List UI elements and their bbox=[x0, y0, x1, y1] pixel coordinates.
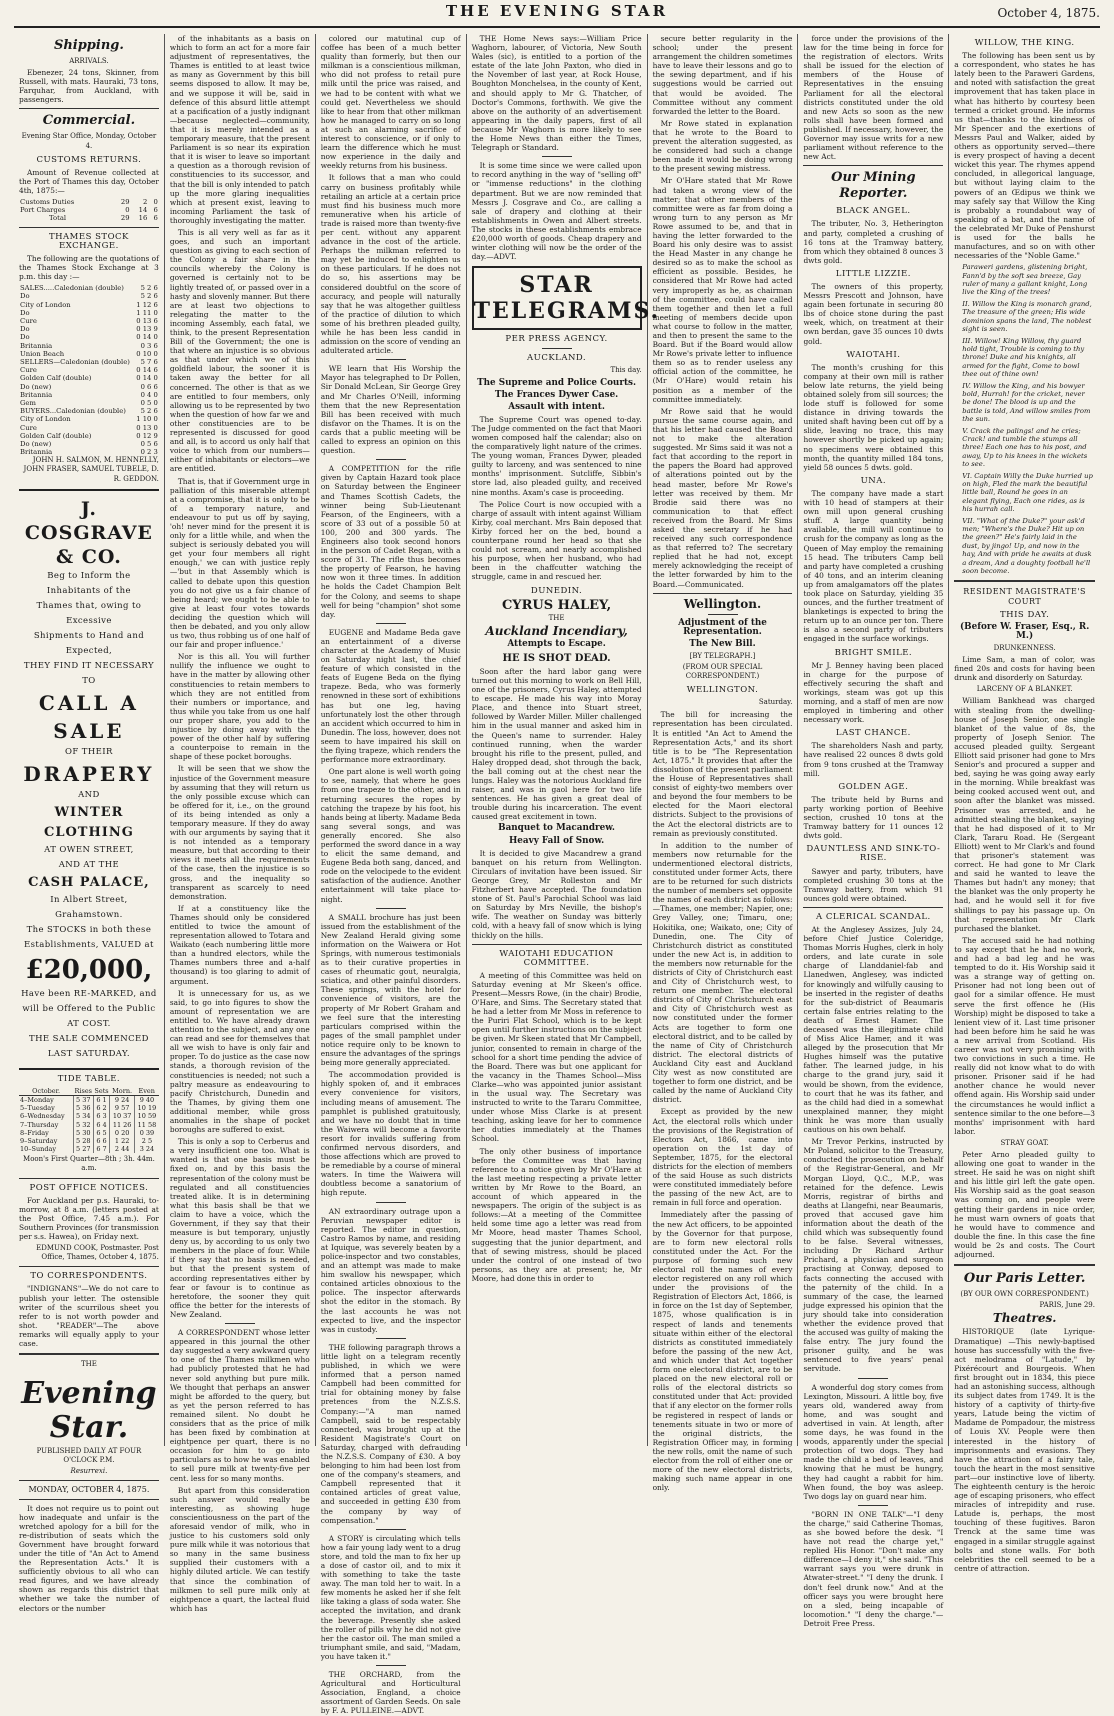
incendiary-heading: Auckland Incendiary, bbox=[485, 623, 628, 638]
table-row bbox=[19, 415, 159, 423]
stock-price: 0 5 0 bbox=[140, 398, 158, 407]
tide-cell: 9 57 bbox=[110, 1104, 135, 1112]
stock-name: City of London bbox=[20, 300, 71, 309]
special-correspondent: (FROM OUR SPECIAL CORRESPONDENT.) bbox=[682, 663, 763, 681]
tide-cell: 4–Monday bbox=[19, 1095, 73, 1104]
tide-cell: 6 4 bbox=[93, 1121, 109, 1129]
tide-cell: 2 5 bbox=[141, 1136, 153, 1145]
tide-cell: 6 5 bbox=[93, 1129, 109, 1137]
news-paragraph: THE ORCHARD, from the Agricultural and Horticultural Association, England, a choice assortment of Garden Seeds. On sale by F. A. PULLEINE.—ADVT. bbox=[320, 1670, 461, 1716]
tide-cell: 6 2 bbox=[93, 1104, 109, 1112]
tide-cell: 5–Tuesday bbox=[19, 1104, 73, 1112]
ad-line: Expected, bbox=[65, 645, 113, 656]
customs-intro: Amount of Revenue collected at the Port of Thames this day, October 4th, 1875:— bbox=[19, 167, 159, 195]
news-paragraph: A CORRESPONDENT whose letter appeared in this journal the other day suggested a very awkward query to one of the Thames milkmen who had publicly protested that he had never sold anything but pure milk. We thought that perhaps an answer might be afforded to the query, but as yet the person referred to has remained silent. No doubt he considers that as the price of milk has been fixed by combination at eightpence per quart, there is no occasion for him to go into particulars as to how he was enabled to sell pure milk at twenty-five per cent. less for so many months. bbox=[169, 1328, 310, 1483]
mining-reporter-heading: Our Mining Reporter. bbox=[831, 170, 916, 202]
news-paragraph: WE learn that His Worship the Mayor has telegraphed to Dr Pollen, Sir Donald McLean, Sir George Grey and Mr Charles O'Neill, informing them that the new Representation Bill has been received with much disfavor on the Thames. It is on the cards that a public meeting will be called to express an opinion on this question. bbox=[320, 364, 461, 456]
tide-cell: 1 22 bbox=[110, 1137, 135, 1145]
stock-table bbox=[19, 284, 159, 456]
news-paragraph: colored our matutinal cup of coffee has been of a much better quality than formerly, but then our milkman is a conscientious milkman, who did not profess to retail pure milk until the price was raised, and we had to be content with what we could get. Nevertheless we should like to hear from that other milkman how he managed to carry on so long at such an alarming sacrifice of interest to conscience, or if only to learn the difference which he must now experience in the daily and weekly returns from his business. bbox=[320, 34, 461, 171]
arrivals-text: Ebenezer, 24 tons, Skinner, from Russell, with mats. Hauraki, 73 tons, Farquhar, from Auckland, with passengers. bbox=[19, 68, 159, 105]
news-paragraph: The owners of this property, Messrs Prescott and Johnson, have again been fortunate in securing 80 lbs of choice stone during the past week, which, on treatment at their own berdan, gave 35 ounces 10 dwts gold. bbox=[803, 281, 944, 346]
per-press-agency: PER PRESS AGENCY. bbox=[505, 334, 608, 345]
poem-verse: II. Willow the King is monarch grand, The treasure of the green; His wide dominion spans the land, The noblest sight is seen. bbox=[962, 299, 1092, 334]
news-paragraph: THE Home News says:—William Price Waghorn, labourer, of Victoria, New South Wales (sic), is entitled to a portion of the estate of the late John Paxton, who died in the November of last year, at Rock House, Boughton Monchelsea, in the county of Kent, and should apply to Mr G. Thatcher, of Doctor's Commons, forthwith. We give the above on the authority of an advertisement appearing in the daily papers, first of all because Mr Waghorn is more likely to see the Home News than either the Times, Telegraph or Standard. bbox=[471, 34, 642, 153]
tide-cell: 10–Sunday bbox=[19, 1145, 73, 1153]
stock-price: 0 10 0 bbox=[136, 349, 158, 358]
paper-title: Evening Star. bbox=[21, 1376, 157, 1446]
table-row bbox=[19, 317, 159, 325]
assault-heading: Assault with intent. bbox=[508, 401, 605, 412]
table-row bbox=[19, 333, 159, 341]
news-paragraph: It is some time since we were called upon to record anything in the way of "selling off" or "immense reductions" in the clothing department. But we are now reminded that Messrs J. Cosgrave and Co., are calling a sale of drapery and clothing at their establishments in Owen and Albert streets. The stocks in these establishments embrace £20,000 worth of goods. Cheap drapery and winter clothing will now be the order of the day.—ADVT. bbox=[471, 161, 642, 262]
tide-cell: 5 36 bbox=[73, 1104, 93, 1112]
commercial-heading: Commercial. bbox=[42, 113, 136, 129]
news-paragraph: Mr Rowe stated in explanation that he wrote to the Board to prevent the alteration suggested, as he considered had such a change been made it would be doing wrong to the present sewing mistress. bbox=[652, 118, 793, 174]
news-paragraph: Peter Arno pleaded guilty to allowing one goat to wander in the street. He said he was on night shift and his little girl left the gate open. His Worship said as the goat season was coming on, and people were getting their gardens in nice order, he must warn owners of goats that he would have to commence and double the fine. In this case the fine would be 2s and costs. The Court adjourned. bbox=[954, 1150, 1095, 1260]
news-paragraph: The company have made a start with 10 head of stampers at their own mill upon general crushing stuff. A large quantity being available, the mill will continue to crush for the company as long as the Queen of May employ the remaining 15 head. The tributers Camp bell and party have completed a crushing of 40 tons, and an interim cleaning up from amalgamators off the plates took place on Saturday, yielding 35 ounces, and the further treatment of blanketings is expected to bring the return up to an ounce per ton. There is also a second party of tributers engaged in the surface workings. bbox=[803, 488, 944, 644]
tide-row bbox=[19, 1112, 159, 1120]
table-row: Total 29 16 6 bbox=[49, 214, 158, 223]
news-paragraph: Mr Trevor Perkins, instructed by Mr Poland, solicitor to the Treasury, conducted the prosecution on behalf of the Registrar-General, and Mr Morgan Lloyd, Q.C., M.P., was retained for the defence. Lewis Morris, registrar of births and deaths at Llangefni, near Beaumaris, proved that accused gave him information about the death of the child which was subsequently found to be false. Several witnesses, including Dr Richard Arthur Prichard, a physician and surgeon practising at Conway, deposed to facts connecting the accused with the paternity of the child. In a summary of the case, the learned judge expressed his opinion that the jury should take into consideration whether the evidence proved that the accused was guilty of making the false entry. The jury found the prisoner guilty, and he was sentenced to five years' penal servitude. bbox=[803, 1137, 944, 1374]
tide-cell: 6 1 bbox=[93, 1095, 109, 1104]
ad-line: THEY FIND IT NECESSARY TO bbox=[23, 660, 154, 686]
motto: Resurrexi. bbox=[70, 1467, 108, 1476]
ad-line: THE SALE COMMENCED LAST SATURDAY. bbox=[29, 1033, 149, 1059]
news-paragraph: AN extraordinary outrage upon a Peruvian newspaper editor is reported. The editor in question, Castro Ramos by name, and residing at Iquique, was severely beaten by a police-inspector and two constables, and an attempt was made to make him swallow his newspaper, which contained articles obnoxious to the police. The inspector afterwards shot the editor in the stomach. By the last accounts he was not expected to live, and the inspector was in custody. bbox=[320, 1206, 461, 1334]
column-1 bbox=[14, 34, 165, 1613]
table-row bbox=[19, 432, 159, 440]
stock-price: 5 7 6 bbox=[140, 357, 158, 366]
table-row bbox=[19, 325, 159, 333]
newspaper-header-title: THE EVENING STAR bbox=[445, 2, 669, 20]
stock-name: Do (new) bbox=[20, 382, 52, 391]
tide-row bbox=[19, 1129, 159, 1137]
escape-heading: Attempts to Escape. bbox=[507, 638, 606, 649]
stock-price: 0 6 6 bbox=[140, 382, 158, 391]
stock-name: SALES.....Caledonian (double) bbox=[20, 284, 124, 293]
tide-row bbox=[19, 1145, 159, 1153]
tide-cell: 10 19 bbox=[137, 1104, 157, 1113]
stock-name: Gem bbox=[20, 398, 36, 407]
tide-cell: 5 34 bbox=[73, 1112, 93, 1120]
table-row: Port Charges 0 14 6 bbox=[20, 206, 158, 215]
tide-cell: 3 24 bbox=[139, 1145, 155, 1154]
news-paragraph: The shareholders Nash and party, have realised 22 ounces 8 dwts gold from 9 tons crushed at the Tramway mill. bbox=[803, 741, 944, 778]
news-paragraph: "BORN IN ONE TALK"—"I deny the charge," said Catherine Thomas, as she bowed before the desk. "I have not read the charge yet," replied His Honor. "Don't make any difference—I deny it," she said. "This warrant says you were drunk in Atwater-street." "I deny the drunk. I don't feel drunk now." And at the officer says you were brought here on a sled, being incapable of locomotion." "I deny the charge."—Detroit Free Press. bbox=[803, 1509, 944, 1628]
waiotahi-committee-heading: WAIOTAHI EDUCATION COMMITTEE. bbox=[499, 948, 614, 968]
table-row bbox=[19, 292, 159, 300]
editorial-paragraph: of the inhabitants as a basis on which to form an act for a more fair adjustment of representatives, the Thames is entitled to at least twice as many as Government by this bill seems disposed to allow. It may be, and we suppose it will be, said in defence of this absurd little attempt at a pacification of a justly indignant—because neglected—community, that it is merely intended as a temporary measure, that the present Parliament is so near its expiration that it is wiser to leave so important a question as a thorough revision of constituencies to its successor, and that the bill is only intended to patch up the more glaring inequalities which at present exist, leaving to incoming Parliament the task of thoroughly investigating the matter. bbox=[169, 34, 310, 225]
news-paragraph: Sawyer and party, tributers, have completed crushing 30 tons at the Tramway battery, from which 91 ounces gold were obtained. bbox=[803, 866, 944, 903]
tide-cell: 6 3 bbox=[93, 1112, 109, 1120]
table-row bbox=[19, 342, 159, 350]
editorial-text: It does not require us to point out how inadequate and unfair is the wretched apology for a bill for the re-distribution of seats which the Government have brought forward under the title of "An Act to Amend the Representation Acts." It is sufficiently obvious to all who can read figures, and we have already shown as regards this district that whether we take the number of electors or the number bbox=[19, 1503, 159, 1613]
news-paragraph: William Bankhead was charged with stealing from the dwelling-house of Joseph Senior, one single blanket of the value of 8s, the property of Joseph Senior. The accused pleaded guilty. Sergeant Elliott said prisoner had gone to Mrs Senior's and procured a supper and bed, saying he was going away early in the morning. While breakfast was being cooked accused went out, and soon after the blanket was missed. Prisoner was arrested, and he admitted stealing the blanket, saying that he had disposed of it to Mr Clark, Tararu Road. He (Sergeant Elliott) went to Mr Clark's and found that prisoner's statement was correct. He had gone to Mr Clark and said he wanted to leave the Thames but hadn't any money; that the blanket was the only property he had, and he would sell it for five shillings to pay his passage up. On that representation Mr Clark purchased the blanket. bbox=[954, 696, 1095, 933]
mine-heading: LITTLE LIZZIE. bbox=[835, 268, 911, 279]
adjustment-heading: Adjustment of the Representation. bbox=[678, 617, 767, 637]
stock-price: 0 4 0 bbox=[140, 390, 158, 399]
rm-this-day: THIS DAY. bbox=[999, 609, 1050, 620]
table-row bbox=[19, 391, 159, 399]
news-paragraph: The Supreme Court was opened to-day. The Judge commented on the fact that Maori women composed half the calendar; also on the comparatively light nature of the crimes. The young woman, Frances Dywer, pleaded guilty to larceny, and was sentenced to nine months' imprisonment. Sutcliffe, Sibbin's store lad, also pleaded guilty, and received nine months. Axam's case is proceeding. bbox=[471, 414, 642, 497]
ad-line: AND AT THE bbox=[58, 859, 120, 870]
stock-name: Do (new) bbox=[20, 439, 52, 448]
stock-name: Britannia bbox=[20, 390, 53, 399]
tide-cell: 10 37 bbox=[110, 1112, 135, 1120]
news-paragraph: The only other business of importance before the Committee was that having reference to a notice given by Mr O'Hare at the last meeting respecting a private letter written by Mr Rowe to the Board, an account of which appeared in the newspapers. The origin of the subject is as follows:—At a meeting of the Committee held some time ago a letter was read from Mr Moore, head master Thames School, suggesting that the junior department, and that of sewing mistress, should be placed under the control of one instead of two persons, as they are at present; he, Mr Moore, had done this in order to bbox=[471, 1146, 642, 1283]
news-paragraph: THE following paragraph throws a little light on a telegram recently published, in which we were informed that a person named Campbell had been committed for trial for obtaining money by false pretences from the N.Z.S.S. Company:—"A man named Campbell, said to be respectably connected, was brought up at the Resident Magistrate's Court on Saturday, charged with defrauding the N.Z.S.S. Company of £30. A boy belonging to him had been lost from one of the company's steamers, and Campbell represented that it contained articles of great value, and succeeded in getting £30 from the company by way of compensation." bbox=[320, 1342, 461, 1525]
correspondents-text: "INDIGNANS"—We do not care to publish your letter. The ostensible writer of the scurrilous sheet you refer to is not worth powder and shot. "READER"—The above remarks will equally apply to your case. bbox=[19, 1284, 159, 1348]
shot-dead-heading: HE IS SHOT DEAD. bbox=[502, 652, 611, 664]
news-paragraph: Mr Rowe said that he would pursue the same course again, and that his letter had caused the Board not to make the alteration suggested. Mr Sims said it was not a fact that according to the report in the papers the Board had approved of alterations pointed out by the head master, before Mr Rowe's letter was received by them. Mr Brodie said there was no communication to that effect received from the Board. Mr Sims asked the secretary if he had received any such correspondence as that referred to? The secretary replied that he had not, except merely acknowledging the receipt of the letter forwarded by him to the Board.—Communicated. bbox=[652, 406, 793, 589]
tide-cell: 9 24 bbox=[110, 1095, 135, 1104]
tide-row bbox=[19, 1104, 159, 1112]
tide-cell: 0 39 bbox=[139, 1128, 155, 1137]
news-paragraph: The bill for increasing the representation has been circulated. It is entitled "An Act to Amend the Representation Acts," and its short title is to be "The Representation Act, 1875." It provides that after the dissolution of the present parliament the House of Representatives shall consist of eighty-two members over and beyond the four members to be elected for the Maori electoral districts. Subject to the provisions of the Act the electoral districts are to remain as previously constituted. bbox=[652, 710, 793, 838]
wellington-caps: WELLINGTON. bbox=[686, 685, 759, 696]
stock-name: Cure bbox=[20, 366, 37, 375]
theatres-heading: Theatres. bbox=[992, 1311, 1057, 1326]
stock-exchange-heading: THAMES STOCK EXCHANGE. bbox=[48, 231, 129, 251]
editorial-paragraph: This is all very well as far as it goes, and such an important question as giving to each section of the Colony a fair share in the councils whereby the Colony is governed is certainly not to be lightly treated of, or passed over in a hasty and slovenly manner. But there are at least two objections to relegating the matter to the incoming Assembly, each fatal, we think, to the present Representation Bill of the Government; the one is that where an injustice is so obvious as that under which we of this goldfield labour, the sooner it is taken away the better for all concerned. The other is that as we are entitled to four members, only allowing us to be represented by two when the question of how far we and other constituencies are to be represented is discussed for good and all, is to accord us only half that voice to which from our numbers—either of inhabitants or electors—we are entitled. bbox=[169, 227, 310, 474]
table-row bbox=[19, 358, 159, 366]
paper-the: THE bbox=[80, 1360, 97, 1369]
news-paragraph: In addition to the number of members now returnable for the undermentioned electoral districts, constituted under former Acts, there are to be returned for such districts the number of members set opposite the names of each district as follows:—Thames, one member; Napier, one; Grey Valley, one; Timaru, one; Hokitika, one; Waikato, one; City of Dunedin, one. The City of Christchurch district as constituted under the new Act is, in addition to the members now returnable for the districts of City of Christchurch east and City of Christchurch west, to return one member. The electoral districts of City of Christchurch east and City of Christchurch west as now constituted under the former Acts are together to form one electoral district, and to be called by the name of City of Christchurch district. The electoral districts of Auckland City east and Auckland City west as now constituted are together to form one district, and be called by the name of Auckland City district. bbox=[652, 840, 793, 1105]
tide-table bbox=[19, 1087, 159, 1154]
auckland-heading: AUCKLAND. bbox=[527, 353, 587, 364]
stock-name: Do bbox=[20, 325, 30, 334]
table-row bbox=[19, 301, 159, 309]
ad-call-a-sale: CALL A SALE bbox=[38, 690, 139, 743]
published-line: PUBLISHED DAILY AT FOUR O'CLOCK P.M. bbox=[36, 1447, 142, 1465]
drunkenness-heading: DRUNKENNESS. bbox=[993, 643, 1056, 652]
news-paragraph: Mr O'Hare stated that Mr Rowe had taken a wrong view of the matter; that other members of the committee were as far from doing a wrong turn to any person as Mr Rowe assumed to be, and that in having the letter forwarded to the Board his only desire was to assist the Head Master in any change he desired so as to make the school as efficient as possible. Besides, he considered that Mr Rowe had acted very improperly as he, as chairman of the committee, could have called them together and then let a full meeting of members decide upon what course to follow in the matter, and then to present the same to the Board. But if the Board would allow Mr Rowe's private letter to influence them so as to render useless any official action of the committee, he (Mr O'Hare) would retain his position as a member of the committee immediately. bbox=[652, 176, 793, 404]
news-paragraph: Immediately after the passing of the new Act officers, to be appointed by the Governor for that purpose, are to form new electoral rolls constituted under the Act. For the purpose of forming such new electoral roll the names of every elector registered on any roll which under the provisions of the Registration of Electors Act, 1866, is in force on the 1st day of September, 1875, whose qualification is in respect of lands and tenements situate within either of the electoral districts as constituted immediately before the passing of the new Act, and which under that Act together form one electoral district, are to be placed on the new electoral roll or rolls of the electoral districts so constituted under that Act: provided that if any elector on the former rolls be registered in respect of lands or tenements situate in two or more of the original districts, the Registration Officer may, in forming the new rolls, omit the name of such elector from the roll of either one or more of the new electoral districts, making such name appear in one only. bbox=[652, 1210, 793, 1493]
editorial-paragraph: Nor is this all. You will further nullify the influence we ought to have in the matter by allowing other constituencies to retain members to which they are not entitled from their numbers or importance, and thus while you take from us one half our proper share, you add to the injustice by doing away with the power of the other half by suffering a counterpoise to remain in the shape of these pocket boroughs. bbox=[169, 652, 310, 762]
stock-price: 5 2 6 bbox=[140, 284, 158, 293]
tide-cell: 6–Wednesday bbox=[19, 1112, 73, 1120]
ad-firm-name: J. COSGRAVE & CO. bbox=[24, 497, 153, 568]
star-telegrams-heading: STAR TELEGRAMS. bbox=[472, 266, 642, 330]
table-row: Customs Duties 29 2 0 bbox=[20, 198, 158, 207]
ad-line: Have been RE-MARKED, and will be Offered to the Public bbox=[21, 988, 157, 1014]
poem-verse: IV. Willow the King, and his bowyer bold, Hurrah! for the cricket, never be done! The blood is up and the battle is told, And willow smiles from the sun. bbox=[962, 381, 1091, 424]
news-paragraph: A SMALL brochure has just been issued from the establishment of the New Zealand Herald giving some information on the Waiwera or Hot Springs, with numerous testimonials as to their curative properties in cases of rheumatic gout, neuralgia, sciatica, and other painful disorders. These springs, with the hotel for convenience of visitors, are the property of Mr Robert Graham and we feel sure that the interesting particulars comprised within the pages of the small pamphlet under notice require only to be known to ensure the advantages of the springs being more generally appreciated. bbox=[320, 912, 461, 1068]
news-paragraph: One part alone is well worth going to see, namely, that where he goes from one trapeze to the other, and in returning secures the ropes by catching the trapeze by his foot, his hands being at liberty. Madame Beda sang several songs, and was generally encored. She also performed the sword dance in a way to elicit the same demand, and Eugene Beda both sang, danced, and rode on the velocipede to the evident satisfaction of the audience. Another entertainment will take place to-night. bbox=[320, 767, 461, 904]
stock-name: SELLERS—Caledonian (double) bbox=[20, 357, 130, 366]
tide-table-heading: TIDE TABLE. bbox=[57, 1073, 121, 1084]
stock-price: 0 14 0 bbox=[136, 333, 158, 342]
news-paragraph: The Police Court is now occupied with a charge of assault with intent against William Kirby, coal merchant. Mrs Bain deposed that Kirby forced her on the bed, bound a counterpane round her head so that she could not scream, and nearly accomplished his purpose, when her husband, who had been in the chaffcutter watching the struggle, came in and rescued her. bbox=[471, 499, 642, 582]
stock-price: 0 14 6 bbox=[136, 366, 158, 375]
tide-cell: 7–Thursday bbox=[19, 1121, 73, 1129]
tide-cell: 9 40 bbox=[139, 1095, 155, 1104]
tide-cell: 6 7 bbox=[93, 1145, 109, 1153]
stock-name: BUYERS...Caledonian (double) bbox=[20, 407, 126, 416]
stock-price: 0 14 0 bbox=[136, 374, 158, 383]
tide-row bbox=[19, 1095, 159, 1104]
editorial-paragraph: This is only a sop to Cerberus and a very insufficient one too. What is wanted is that one basis must be fixed on, and by this basis the representation of the colony must be regulated and all constituencies treated alike. It is in determining what this basis shall be that we claim to have a voice, which the Government, if they say that their measure is but temporary, unjustly deny us, by according to us only two members in the place of four. While if they say that no basis is needed, but that the present system of according representatives either by fear or favour is to continue as heretofore, the sooner they quit office the better for the interests of New Zealand. bbox=[169, 1137, 310, 1319]
news-paragraph: A meeting of this Committee was held on Saturday evening at Mr Skeen's office. Present—Messrs Rowe, (in the chair) Brodie, O'Hare, and Sims. The Secretary stated that he had a letter from Mr Moss in reference to the Puriri Flat School, which is to be kept open until further instructions on the subject be given. Mr Skeen stated that Mr Campbell, junior, consented to remain in charge of the school for a short time pending the advice of the Board. There was but one applicant for the vacancy in the Thames School—Miss Clarke—who was appointed junior assistant in the usual way. The Secretary was instructed to write to the Tararu Committee, under whose Miss Clarke is at present teaching, asking leave for her to commence her duties immediately at the Thames School. bbox=[471, 970, 642, 1144]
ad-amount: £20,000, bbox=[25, 954, 153, 985]
table-row bbox=[19, 424, 159, 432]
mine-heading: BLACK ANGEL. bbox=[836, 206, 911, 217]
tide-cell: 2 44 bbox=[110, 1145, 135, 1153]
poem-verse: V. Crack the palings! and he cries; Crack! and tumble the stumps all three! Each one has to his post, and away, Up to his knees in the wickets to see. bbox=[962, 426, 1088, 469]
stock-name: Cure bbox=[20, 316, 37, 325]
news-paragraph: The following has been sent us by a correspondent, who states he has lately been to the Paraweri Gardens, and noted with satisfaction the great improvement that has taken place in what has hitherto by courtesy been termed a cricket ground. He informs us that—thanks to the kindness of Mr Spencer and the exertions of Messrs Paul and Walker, aided by others as opportunity served—there is every prospect of having a decent wicket this year. The rhymes append concluded, in allegorical language, but without laying claim to the powers of an Œdipus we think we may safely say that Willow the King is probably a roundabout way of speaking of a bat, and the name of the celebrated Mr Duke of Penshurst is used for the balls he manufactures, and so on with other necessaries of the "Noble Game." bbox=[954, 51, 1095, 261]
stock-price: 0 5 6 bbox=[140, 439, 158, 448]
news-paragraph: It follows that a man who could carry on business profitably while retailing an article at a certain price must find his business much more remunerative when his article of trade is raised more than twenty-five per cent. without any apparent advance in the cost of the article. Perhaps the milkman referred to may yet be induced to enlighten us on these particulars. If he does not do so, his assertions may be considered doubtful on the score of accuracy, and people will naturally say that he was altogether guiltless of the practice of dilution to which some of his brethren pleaded guilty, while he has been less candid in admission on the score of vending an adulterated article. bbox=[320, 173, 461, 356]
stock-signatories: JOHN H. SALMON, M. HENNELLY, JOHN FRASER, SAMUEL TUBELE, D. R. GEDDON. bbox=[23, 456, 159, 483]
stock-name: Do bbox=[20, 333, 30, 342]
news-paragraph: Mr J. Benney having been placed in charge for the purpose of effectively securing the shaft and workings, steam was got up this morning, and a staff of men are now employed in timbering and other necessary work. bbox=[803, 660, 944, 725]
clerical-scandal-heading: A CLERICAL SCANDAL. bbox=[816, 911, 931, 922]
table-row bbox=[19, 284, 159, 292]
stock-price: 5 2 6 bbox=[140, 407, 158, 416]
column-5 bbox=[648, 34, 799, 1493]
news-paragraph: EUGENE and Madame Beda gave an entertainment of a diverse character at the Academy of Music on Saturday night last, the chief feature of which consisted in the feats of Eugene Beda on the flying trapeze. Beda, who was formerly renowned in these sort of exhibitions has but one leg, having unfortunately lost the other through an accident which occurred to him in Dunedin. The loss, however, does not seem to have impaired his skill on the flying trapeze, which renders the performance more extraordinary. bbox=[320, 627, 461, 765]
column-6 bbox=[798, 34, 949, 1628]
column-4 bbox=[467, 34, 661, 1446]
stock-price: 0 13 6 bbox=[136, 316, 158, 325]
ad-cash-palace: CASH PALACE, bbox=[28, 874, 150, 890]
stock-price: 0 3 6 bbox=[140, 341, 158, 350]
stock-intro: The following are the quotations of the Thames Stock Exchange at 3 p.m. this day :— bbox=[19, 253, 159, 282]
paris-letter-heading: Our Paris Letter. bbox=[963, 1271, 1086, 1287]
stock-price: 0 12 9 bbox=[136, 431, 158, 440]
ad-drapery: DRAPERY bbox=[23, 761, 155, 786]
mine-heading: GOLDEN AGE. bbox=[838, 781, 909, 792]
stock-name: Cure bbox=[20, 423, 37, 432]
table-row bbox=[19, 440, 159, 448]
newspaper-page bbox=[14, 34, 1100, 1716]
issue-date: MONDAY, OCTOBER 4, 1875. bbox=[28, 1485, 150, 1495]
shipping-heading: Shipping. bbox=[53, 38, 124, 53]
paris-own-corr: (BY OUR OWN CORRESPONDENT.) bbox=[960, 1290, 1089, 1299]
masthead bbox=[14, 4, 1100, 28]
tide-cell: 5 28 bbox=[73, 1137, 93, 1145]
moon-phase: Moon's First Quarter—8th ; 3h. 44m. a.m. bbox=[23, 1155, 155, 1173]
stock-name: Britannia bbox=[20, 341, 53, 350]
news-paragraph: HISTORIQUE (late Lyrique-Dramatique) —This newly-baptised house has successfully with the five-act melodrama of "Latude," by Pixérécourt and Bourgeois. When first brought out in 1834, this piece had an astonishing success, although its subject dates from 1749. It is the history of a captivity of thirty-five years, Latude being the victim of Madame de Pompadour, the mistress of Louis XV. People were then interested in the history of imprisonments and evasions. They have the attraction of a fairy tale, touch the heart in the most sensitive part—our instinctive love of liberty. The eighteenth century is the heroic age of escaping prisoners, who effect miracles of intrepidity and ruse. Latude is, perhaps, the most touching of these fugitives. Baron Trenck at the same time was engaged in a similar struggle against bolts and stone walls. For both celebrities the cell seemed to be a centre of attraction. bbox=[954, 1327, 1095, 1573]
arrivals-label: ARRIVALS. bbox=[69, 57, 109, 65]
customs-table bbox=[19, 198, 159, 223]
ad-line: AT COST. bbox=[67, 1018, 111, 1029]
tide-cell: 5 32 bbox=[73, 1121, 93, 1129]
news-paragraph: The tributer, No. 3, Hetherington and party, completed a crushing of 16 tons at the Tramway battery, from which they obtained 8 ounces 3 dwts gold. bbox=[803, 219, 944, 265]
ad-line: Beg to Inform the Inhabitants of the bbox=[46, 570, 131, 596]
new-bill-heading: The New Bill. bbox=[689, 638, 756, 649]
mine-heading: UNA. bbox=[860, 475, 887, 486]
table-row bbox=[19, 374, 159, 382]
saturday: Saturday. bbox=[758, 698, 793, 707]
stock-price: 1 10 0 bbox=[136, 415, 158, 424]
news-paragraph: The month's crushing for this company at their own mill is rather below late returns, the yield being obtained solely from sill sources; the lode stuff is followed for some distance in driving towards the united shaft having been cut off by a slide, leaving no trace, this may however shortly be picked up again; no specimens were obtained this month, the quantity milled 184 tons, yield 58 ounces 5 dwts. gold. bbox=[803, 362, 944, 472]
tide-cell: 5 27 bbox=[73, 1145, 93, 1153]
ad-line: AT OWEN STREET, bbox=[44, 844, 134, 855]
news-paragraph: The accused said he had nothing to say except that he had no work, and had a bad leg and he was tempted to do it. His Worship said it was a strange way of getting on. Prisoner had not long been out of gaol for a similar offence. He must serve the first offence he (His Worship) might be disposed to take a lenient view of it. Last time prisoner had been before him he said he was a new arrival from Scotland. His career was not very promising with two convictions in such a time. He really did not know what to do with prisoner. Prisoner said if he had another chance he would never offend again. His Worship said under the circumstances he would inflict a sentence similar to the one before—3 months' imprisonment with hard labor. bbox=[954, 935, 1095, 1136]
stock-price: 5 2 6 bbox=[140, 292, 158, 301]
news-paragraph: But apart from this consideration such answer would really be interesting, as showing huge conscientiousness on the part of the aforesaid vendor of milk, who in justice to his customers sold only pure milk while it was notorious that so many in the same business supplied their customers with a highly diluted article. We can testify that since the combination of milkmen to sell pure milk only at eightpence a quart, the lacteal fluid which has bbox=[169, 1485, 310, 1613]
stock-name: Union Beach bbox=[20, 349, 65, 358]
paris-date: PARIS, June 29. bbox=[1039, 1301, 1095, 1310]
tide-cell: 5 37 bbox=[73, 1095, 93, 1104]
news-paragraph: The tribute held by Burns and party working portion of Beehive section, crushed 10 tons at the Tramway battery for 11 ounces 12 dwts gold. bbox=[803, 794, 944, 841]
tide-cell: 6 6 bbox=[93, 1137, 109, 1145]
ad-winter-clothing: WINTER CLOTHING bbox=[44, 804, 134, 840]
poem-verse: VI. Captain Willy the Duke hurried up on high, Fled the mark the beautiful little ball, Round he goes in an elegant flying, Each one rides, as is his hurrah call. bbox=[962, 471, 1093, 514]
table-row bbox=[19, 407, 159, 415]
tide-cell: 5 30 bbox=[73, 1129, 93, 1137]
header-date: October 4, 1875. bbox=[997, 6, 1100, 20]
editorial-paragraph: That is, that if Government urge in palliation of this miserable attempt at a compromise, that it is only to be of a temporary nature, and endeavour to put us off by saying, 'oh! never mind for the present it is only for a little while, and when the subject is seriously debated you will get your four members all right enough,' we can with justice reply—'but in that Assembly which is called to debate upon this question you do not give us a fair chance of being heard; we ought to be able to give at least four votes towards deciding the question which will then be debated, and you only allow us two, thus robbing us of one half of our fair and proper influence.' bbox=[169, 476, 310, 650]
stock-price: 1 12 6 bbox=[136, 300, 158, 309]
mine-heading: BRIGHT SMILE. bbox=[834, 647, 913, 658]
banquet-heading: Banquet to Macandrew. bbox=[498, 823, 615, 834]
ad-line: The STOCKS in both these Establishments, VALUED at bbox=[24, 924, 154, 950]
news-paragraph: A STORY is circulating which tells how a fair young lady went to a drug store, and told the man to fix her up a dose of castor oil, and to mix it with something to take the taste away. The man told her to wait. In a few moments he asked her if she felt like taking a glass of soda water. She accepted the invitation, and drank the beverage. Presently she asked the roller of pills why he did not give her the castor oil. The man smiled a triumphant smile, and said, "Madam, you have taken it." bbox=[320, 1533, 461, 1661]
tide-row bbox=[19, 1137, 159, 1145]
mine-heading: LAST CHANCE. bbox=[835, 728, 911, 739]
ad-line: Thames that, owing to Excessive bbox=[36, 600, 142, 626]
post-office-signature: EDMUND COOK, Postmaster. Post Office, Thames, October 4, 1875. bbox=[36, 1244, 159, 1262]
column-7 bbox=[949, 34, 1100, 1573]
stock-price: 1 11 0 bbox=[136, 308, 158, 317]
news-paragraph: Lime Sam, a man of color, was fined 20s and costs for having been drunk and disorderly on Saturday. bbox=[954, 655, 1095, 683]
stock-price: 0 13 9 bbox=[136, 325, 158, 334]
customs-heading: CUSTOMS RETURNS. bbox=[36, 154, 142, 165]
mine-heading: WAIOTAHI. bbox=[846, 349, 901, 360]
news-paragraph: The accommodation provided is highly spoken of, and it embraces every convenience for visitors, including means of amusement. The pamphlet is published gratuitously, and we have no doubt that in time the Waiwera will become a favorite resort for invalids suffering from confirmed nervous disorders, and those affections which are proved to be remediable by a course of mineral waters. In time the Waiwera will doubtless become a sanatorium of high repute. bbox=[320, 1070, 461, 1198]
table-row bbox=[19, 350, 159, 358]
court-heading: The Supreme and Police Courts. bbox=[477, 377, 637, 388]
the-label: THE bbox=[548, 613, 565, 622]
poem-verse: VII. "What of the Duke?" your ask'd men; "Where's the Duke? Hit up on the green?" He's fairly laid in the dust, by jingo! Up, and now in the hay, And with pride he awaits at dusk a dream, And a doughty football he'll soon become. bbox=[962, 516, 1092, 576]
tide-cell: 11 58 bbox=[137, 1120, 157, 1129]
poem-verse: III. Willow! King Willow, thy guard hold tight, Trouble is coming to thy throne! Duke and his knights, all armed for the fight, Come to bowl thee out of thine own! bbox=[962, 336, 1085, 379]
tide-cell: 8–Friday bbox=[19, 1129, 73, 1137]
news-paragraph: It is decided to give Macandrew a grand banquet on his return from Wellington. Circulars of invitation have been issued. Sir George Grey, Mr Rolleston and Mr Fitzherbert have accepted. The foundation stone of St. Paul's Parochial School was laid on Saturday by Mrs Neville, the bishop's wife. The weather on Sunday was bitterly cold, with a heavy fall of snow which is lying thickly on the hills. bbox=[471, 848, 642, 940]
news-paragraph: A wonderful dog story comes from Lexington, Missouri. A little boy, five years old, wandered away from home, and was sought and advertised in vain. At length, after some days, he was found in the woods, apparently under the special protection of two dogs. They had made the child a bed of leaves, and knowing that he must be hungry, they had caught a rabbit for him. When found, the boy was asleep. Two dogs lay on guard near him. bbox=[803, 1382, 944, 1501]
correspondents-heading: TO CORRESPONDENTS. bbox=[30, 1271, 148, 1282]
wellington-heading: Wellington. bbox=[683, 596, 762, 611]
ad-line: Shipments to Hand and bbox=[33, 630, 145, 641]
willow-heading: WILLOW, THE KING. bbox=[974, 38, 1075, 48]
table-row bbox=[19, 448, 159, 456]
news-paragraph: Except as provided by the new Act, the electoral rolls which under the provisions of the Registration of Electors Act, 1866, came into operation on the 1st day of September, 1875, for the electoral districts for the election of members of the said House as such districts were constituted immediately before the passing of the new Act, are to remain in full force and operation. bbox=[652, 1107, 793, 1208]
table-header-row: October. Rises Sets Morn. Even bbox=[19, 1087, 159, 1096]
tide-cell: 0 20 bbox=[110, 1129, 135, 1137]
stock-name: Do bbox=[20, 308, 30, 317]
stock-price: 0 2 3 bbox=[140, 448, 158, 457]
tide-row bbox=[19, 1121, 159, 1129]
ad-line: AND bbox=[78, 789, 100, 800]
office-line: Evening Star Office, Monday, October 4. bbox=[21, 132, 157, 150]
news-paragraph: secure better regularity in the school; under the present arrangement the children sometimes have to leave their lessons and go to the sewing department, and if his suggestions would be carried out that would be avoided. The Committee without any comment forwarded the letter to the Board. bbox=[652, 34, 793, 116]
mine-heading: DAUNTLESS AND SINK-TO-RISE. bbox=[806, 844, 941, 864]
larceny-heading: LARCENY OF A BLANKET. bbox=[976, 685, 1073, 694]
tide-cell: 10 59 bbox=[137, 1112, 157, 1121]
news-paragraph: A COMPETITION for the rifle given by Captain Hazard took place on Saturday between the Engineer and Thames Scottish Cadets, the winner being Sub-Lieutenant Fearson, of the Engineers, with a score of 33 out of a possible 50 at 100, 200 and 300 yards. The Engineers also took second honors in the person of Cadet Regan, with a score of 31. The rifle thus becomes the property of Fearson, he having now won it three times. In addition he holds the Cadet Champion Belt for the Colony, and seems to shape well for being "champion" shot some day. bbox=[320, 464, 461, 619]
news-paragraph: At the Anglesey Assizes, July 24, before Chief Justice Coleridge, Thomas Morris Hughes, clerk in holy orders, and late curate in sole charge of Llanddaniel-fab and Llanedwen, Anglesey, was indicted for knowingly and wilfully causing to be inserted in the register of deaths for the sub-district of Beaumaris certain false entries relating to the death of Ernest Hamer. The deceased was the illegitimate child of Miss Alice Hamer, and it was alleged by the prosecution that Mr Hughes himself was the putative father. The learned judge, in his charge to the grand jury, said it would be shown, from the evidence, to court that he was its father, and as the child had died in a somewhat unexplained manner, they might think he was more than usually cautious on his own behalf. bbox=[803, 924, 944, 1135]
snow-heading: Heavy Fall of Snow. bbox=[508, 835, 605, 846]
stock-price: 0 13 0 bbox=[136, 423, 158, 432]
ad-line: OF THEIR bbox=[65, 746, 113, 757]
haley-name: CYRUS HALEY, bbox=[501, 597, 612, 613]
news-paragraph: Soon after the hard labor gang were turned out this morning to work on Bell Hill, one of the prisoners, Cyrus Haley, attempted to escape. He made his way into Moray Place, and thence into Stuart street, followed by Warder Miller. Miller challenged him in the usual manner and asked him in the Queen's name to surrender. Haley continued running, when the warder brought his rifle to the present, pulled, and Haley dropped dead, shot through the back, the ball coming out at the chest near the lungs. Haley was the notorious Auckland fire raiser, and was in gaol here for two life sentences. He has given a great deal of trouble during his incarceration. The event caused great excitement in town. bbox=[471, 666, 642, 822]
table-row bbox=[19, 383, 159, 391]
rm-court-heading: RESIDENT MAGISTRATE'S COURT bbox=[963, 587, 1086, 606]
stock-name: Golden Calf (double) bbox=[20, 431, 92, 440]
tide-cell: 11 26 bbox=[110, 1121, 135, 1129]
rm-before: (Before W. Fraser, Esq., R. M.) bbox=[960, 621, 1090, 641]
stock-name: City of London bbox=[20, 415, 71, 424]
stock-name: Britannia bbox=[20, 448, 53, 457]
editorial-paragraph: If at a constituency like the Thames should only be considered entitled to twice the amount of representation allowed to Totara and Waikato (each numbering little more than a hundred electors, while the Thames numbers three and a-half thousand) is too glaring to admit of argument. bbox=[169, 903, 310, 986]
by-telegraph: [BY TELEGRAPH.] bbox=[689, 651, 756, 660]
table-row bbox=[19, 366, 159, 374]
editorial-paragraph: It is unnecessary for us, as we said, to go into figures to show the amount of representation we are entitled to. We have already drawn attention to the subject, and any one can read and see for themselves that all we wish to have is only fair and proper. To do justice as the case now stands, a thorough revision of the constituencies is needed; not such a paltry measure as endeavouring to pacify Christchurch, Dunedin and the Thames, by giving them one additional member, while gross anomalies in the shape of pocket boroughs are suffered to exist. bbox=[169, 988, 310, 1135]
dywer-case-heading: The Frances Dywer Case. bbox=[494, 389, 619, 400]
this-day: This day. bbox=[610, 366, 642, 375]
table-row bbox=[19, 399, 159, 407]
stock-name: Golden Calf (double) bbox=[20, 374, 92, 383]
stray-goat-heading: STRAY GOAT. bbox=[1000, 1138, 1049, 1147]
table-row bbox=[19, 309, 159, 317]
post-office-text: For Auckland per p.s. Hauraki, to-morrow, at 8 a.m. (letters posted at the Post Office, 7.45 a.m.). For Southern Provinces (for transmission per s.s. Hawea), on Friday next. bbox=[19, 1195, 159, 1242]
column-3 bbox=[316, 34, 467, 1716]
cosgrave-advertisement bbox=[19, 489, 159, 1070]
post-office-heading: POST OFFICE NOTICES. bbox=[29, 1182, 149, 1193]
editorial-paragraph: It will be seen that we show the injustice of the Government measure by assuming that they will return us the only possible excuse which can be offered for it, i.e., on the ground of its being intended as only a temporary measure. If they do away with our arguments by saying that it is not intended as a temporary measure, but that according to their views it meets all the requirements of the case, then the injustice is so gross, and the inequality so transparent as scarcely to need demonstration. bbox=[169, 764, 310, 901]
news-paragraph: force under the provisions of the law for the time being in force for the registration of electors. Writs shall be issued for the election of members of the House of Representatives in the ensuing Parliament for all the electoral districts constituted under the old and new Acts so soon as the new rolls shall have been formed and published. If necessary, however, the Governor may issue writs for a new parliament without reference to the new Act. bbox=[803, 34, 944, 162]
poem-verse: Paraweri gardens, glistening bright, Fann'd by the soft sea breeze, Gay ruler of many a gallant knight, Long live the King of the trees! bbox=[962, 263, 1088, 297]
stock-name: Do bbox=[20, 292, 30, 301]
dunedin-heading: DUNEDIN. bbox=[530, 585, 583, 596]
column-2 bbox=[165, 34, 316, 1613]
ad-line: In Albert Street, Grahamstown. bbox=[50, 894, 128, 920]
tide-cell: 9–Saturday bbox=[19, 1137, 73, 1145]
